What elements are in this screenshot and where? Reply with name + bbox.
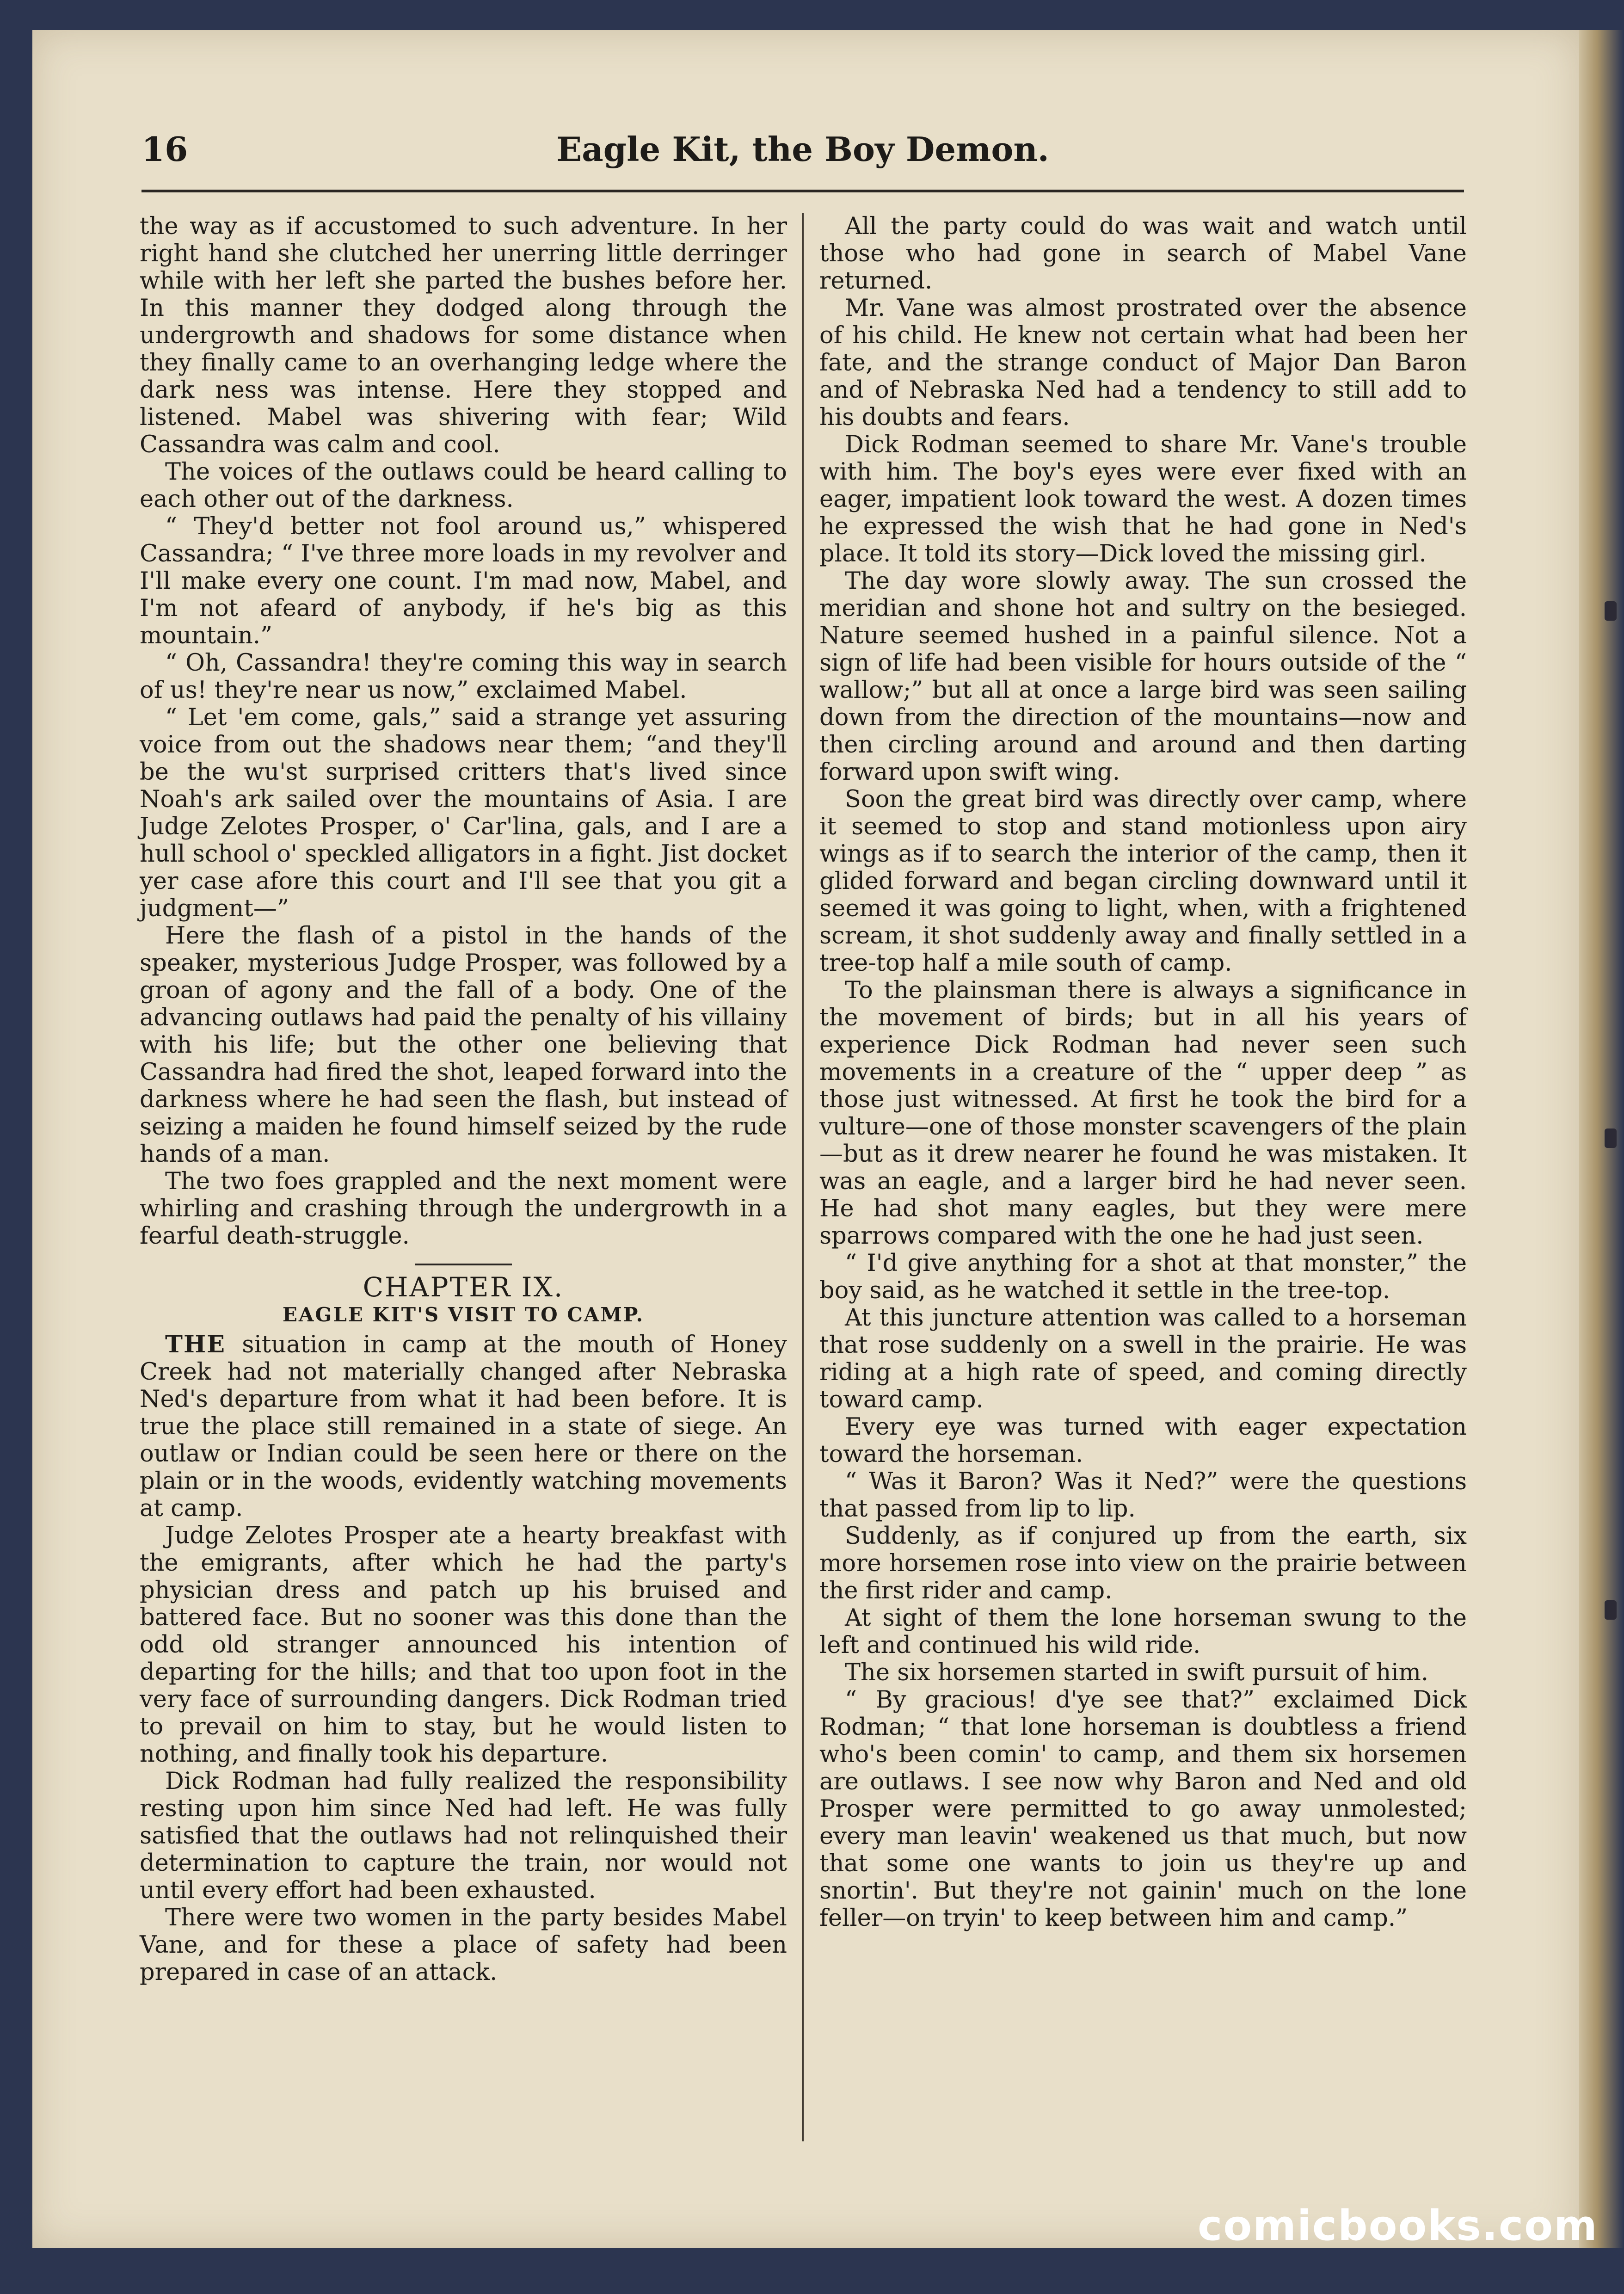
- paragraph: “ By gracious! d'ye see that?” exclaimed Dick Rodman; “ that lone horseman is doubtless a friend who's been comin' to camp, and them six horsemen are outlaws. I see now why Baron and Ned and old Prosper were permitted to go away unmolested; every man leavin' weakened us that much, but now that some one wants to join us they're up and snortin'. But they're not gainin' much on the lone feller—on tryin' to keep between him and camp.”: [819, 1686, 1467, 1932]
- paragraph: “ They'd better not fool around us,” whispered Cassandra; “ I've three more loads in my revolver and I'll make every one count. I'm mad now, Mabel, and I'm not afeard of anybody, if he's big as this mountain.”: [140, 513, 787, 649]
- binding-staple: [1605, 1600, 1617, 1620]
- paragraph: The voices of the outlaws could be heard calling to each other out of the darkness.: [140, 458, 787, 513]
- paragraph: The two foes grappled and the next moment were whirling and crashing through the undergrowth in a fearful death-struggle.: [140, 1168, 787, 1250]
- binding-staple: [1605, 1128, 1617, 1148]
- paragraph: Dick Rodman had fully realized the responsibility resting upon him since Ned had left. He was fully satisfied that the outlaws had not relinquished their determination to capture the train, nor would not until every effort had been exhausted.: [140, 1768, 787, 1904]
- paragraph: Suddenly, as if conjured up from the earth, six more horsemen rose into view on the prairie between the first rider and camp.: [819, 1523, 1467, 1604]
- paragraph: “ Let 'em come, gals,” said a strange yet assuring voice from out the shadows near them; “and they'll be the wu'st surprised critters that's lived since Noah's ark sailed over the mountains of Asia. I are Judge Zelotes Prosper, o' Car'lina, gals, and I are a hull school o' speckled alligators in a fight. Jist docket yer case afore this court and I'll see that you git a judgment—”: [140, 704, 787, 922]
- paragraph: The six horsemen started in swift pursuit of him.: [845, 1659, 1429, 1686]
- watermark: comicbooks.com: [1198, 2202, 1598, 2250]
- chapter-title: CHAPTER IX.: [363, 1271, 564, 1303]
- page-number: 16: [141, 130, 188, 169]
- running-title: Eagle Kit, the Boy Demon.: [556, 130, 1049, 169]
- chapter-rule: [415, 1264, 512, 1265]
- chapter-subtitle: EAGLE KIT'S VISIT TO CAMP.: [282, 1303, 645, 1326]
- chapter-first-paragraph: [140, 1331, 787, 1522]
- column-divider: [802, 213, 804, 2141]
- right-column: [819, 213, 1467, 1932]
- chapter-first-text: situation in camp at the mouth of Honey Creek had not materially changed after Nebraska Ned's departure from what it had been before. It is true the place still remained in a state of siege. An outlaw or Indian could be seen here or there on the plain or in the woods, evidently watching movements at camp.: [140, 1331, 787, 1522]
- paragraph: The day wore slowly away. The sun crossed the meridian and shone hot and sultry on the besieged. Nature seemed hushed in a painful silence. Not a sign of life had been visible for hours outside of the “ wallow;” but all at once a large bird was seen sailing down from the direction of the mountains—now and then circling around and around and then darting forward upon swift wing.: [819, 567, 1467, 786]
- paragraph: At this juncture attention was called to a horseman that rose suddenly on a swell in the prairie. He was riding at a high rate of speed, and coming directly toward camp.: [819, 1304, 1467, 1413]
- left-column: [140, 213, 787, 1986]
- paragraph: At sight of them the lone horseman swung to the left and continued his wild ride.: [819, 1604, 1467, 1659]
- paragraph: There were two women in the party besides Mabel Vane, and for these a place of safety had been prepared in case of an attack.: [140, 1904, 787, 1986]
- paragraph: “ Was it Baron? Was it Ned?” were the questions that passed from lip to lip.: [819, 1468, 1467, 1523]
- paragraph: Mr. Vane was almost prostrated over the absence of his child. He knew not certain what had been her fate, and the strange conduct of Major Dan Baron and of Nebraska Ned had a tendency to still add to his doubts and fears.: [819, 295, 1467, 431]
- paragraph: Soon the great bird was directly over camp, where it seemed to stop and stand motionless upon airy wings as if to search the interior of the camp, then it glided forward and began circling downward until it seemed it was going to light, when, with a frightened scream, it shot suddenly away and finally settled in a tree-top half a mile south of camp.: [819, 786, 1467, 977]
- page-spine-edge: [1579, 30, 1624, 2248]
- paragraph: “ I'd give anything for a shot at that monster,” the boy said, as he watched it settle in the tree-top.: [819, 1250, 1467, 1304]
- header-rule: [141, 190, 1464, 192]
- paragraph: Every eye was turned with eager expectation toward the horseman.: [819, 1413, 1467, 1468]
- paragraph: All the party could do was wait and watch until those who had gone in search of Mabel Vane returned.: [819, 213, 1467, 295]
- page-header: [141, 125, 1464, 180]
- binding-staple: [1605, 601, 1617, 621]
- paragraph: “ Oh, Cassandra! they're coming this way in search of us! they're near us now,” exclaimed Mabel.: [140, 649, 787, 704]
- paragraph: Dick Rodman seemed to share Mr. Vane's trouble with him. The boy's eyes were ever fixed with an eager, impatient look toward the west. A dozen times he expressed the wish that he had gone in Ned's place. It told its story—Dick loved the missing girl.: [819, 431, 1467, 567]
- chapter-lead-word: THE: [165, 1331, 226, 1358]
- paragraph: the way as if accustomed to such adventure. In her right hand she clutched her unerring little derringer while with her left she parted the bushes before her. In this manner they dodged along through the undergrowth and shadows for some distance when they finally came to an overhanging ledge where the dark ness was intense. Here they stopped and listened. Mabel was shivering with fear; Wild Cassandra was calm and cool.: [140, 213, 787, 458]
- paragraph: Here the flash of a pistol in the hands of the speaker, mysterious Judge Prosper, was followed by a groan of agony and the fall of a body. One of the advancing outlaws had paid the penalty of his villainy with his life; but the other one believing that Cassandra had fired the shot, leaped forward into the darkness where he had seen the flash, but instead of seizing a maiden he found himself seized by the rude hands of a man.: [140, 922, 787, 1168]
- paragraph: To the plainsman there is always a significance in the movement of birds; but in all his years of experience Dick Rodman had never seen such movements in a creature of the “ upper deep ” as those just witnessed. At first he took the bird for a vulture—one of those monster scavengers of the plain—but as it drew nearer he found he was mistaken. It was an eagle, and a larger bird he had never seen. He had shot many eagles, but they were mere sparrows compared with the one he had just seen.: [819, 977, 1467, 1250]
- paragraph: Judge Zelotes Prosper ate a hearty breakfast with the emigrants, after which he had the party's physician dress and patch up his bruised and battered face. But no sooner was this done than the odd old stranger announced his intention of departing for the hills; and that too upon foot in the very face of surrounding dangers. Dick Rodman tried to prevail on him to stay, but he would listen to nothing, and finally took his departure.: [140, 1522, 787, 1768]
